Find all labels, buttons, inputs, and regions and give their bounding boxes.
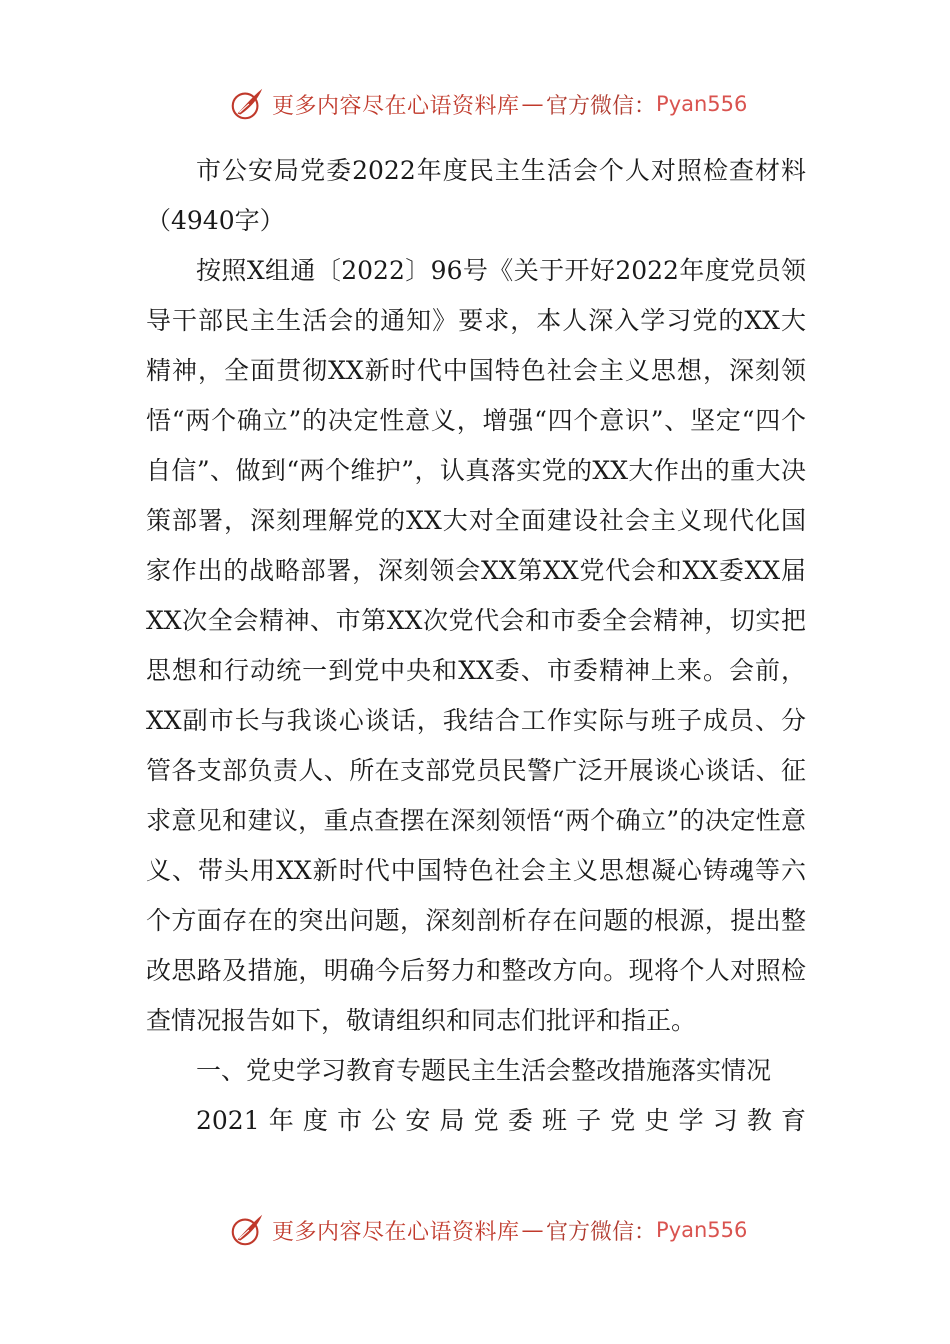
paragraph-intro: 按照X组通〔2022〕96号《关于开好2022年度党员领导干部民主生活会的通知》要求，本人深入学习党的XX大精神，全面贯彻XX新时代中国特色社会主义思想，深刻领悟“两个确立”的决定性意义，增强“四个意识”、坚定“四个自信”、做到“两个维护”，认真落实党的XX大作出的重大决策部署，深刻理解党的XX大对全面建设社会主义现代化国家作出的战略部署，深刻领会XX第XX党代会和XX委XX届XX次全会精神、市第XX次党代会和市委全会精神，切实把思想和行动统一到党中央和XX委、市委精神上来。会前，XX副市长与我谈心谈话，我结合工作实际与班子成员、分管各支部负责人、所在支部党员民警广泛开展谈心谈话、征求意见和建议，重点查摆在深刻领悟“两个确立”的决定性意义、带头用XX新时代中国特色社会主义思想凝心铸魂等六个方面存在的突出问题，深刻剖析存在问题的根源，提出整改思路及措施，明确今后努力和整改方向。现将个人对照检查情况报告如下，敬请组织和同志们批评和指正。 bbox=[146, 256, 806, 1035]
banner-text: 更多内容尽在心语资料库 bbox=[272, 1219, 520, 1245]
document-body bbox=[146, 146, 806, 1146]
banner-text: 更多内容尽在心语资料库 bbox=[272, 93, 520, 119]
header-banner bbox=[228, 84, 747, 124]
banner-dash: — bbox=[521, 1217, 545, 1243]
document-title: 市公安局党委2022年度民主生活会个人对照检查材料（4940字） bbox=[146, 156, 806, 235]
quill-pen-logo-icon bbox=[228, 1211, 266, 1249]
wechat-label: 官方微信： bbox=[546, 1219, 657, 1245]
paragraph-2-start: 2021年度市公安局党委班子党史学习教育 bbox=[196, 1106, 806, 1135]
wechat-id: Pyan556 bbox=[656, 1218, 748, 1242]
quill-pen-logo-icon bbox=[228, 85, 266, 123]
footer-banner bbox=[228, 1210, 747, 1250]
wechat-label: 官方微信： bbox=[546, 93, 657, 119]
banner-dash: — bbox=[521, 91, 545, 117]
section-heading-1: 一、党史学习教育专题民主生活会整改措施落实情况 bbox=[196, 1056, 772, 1085]
wechat-id: Pyan556 bbox=[656, 92, 748, 116]
